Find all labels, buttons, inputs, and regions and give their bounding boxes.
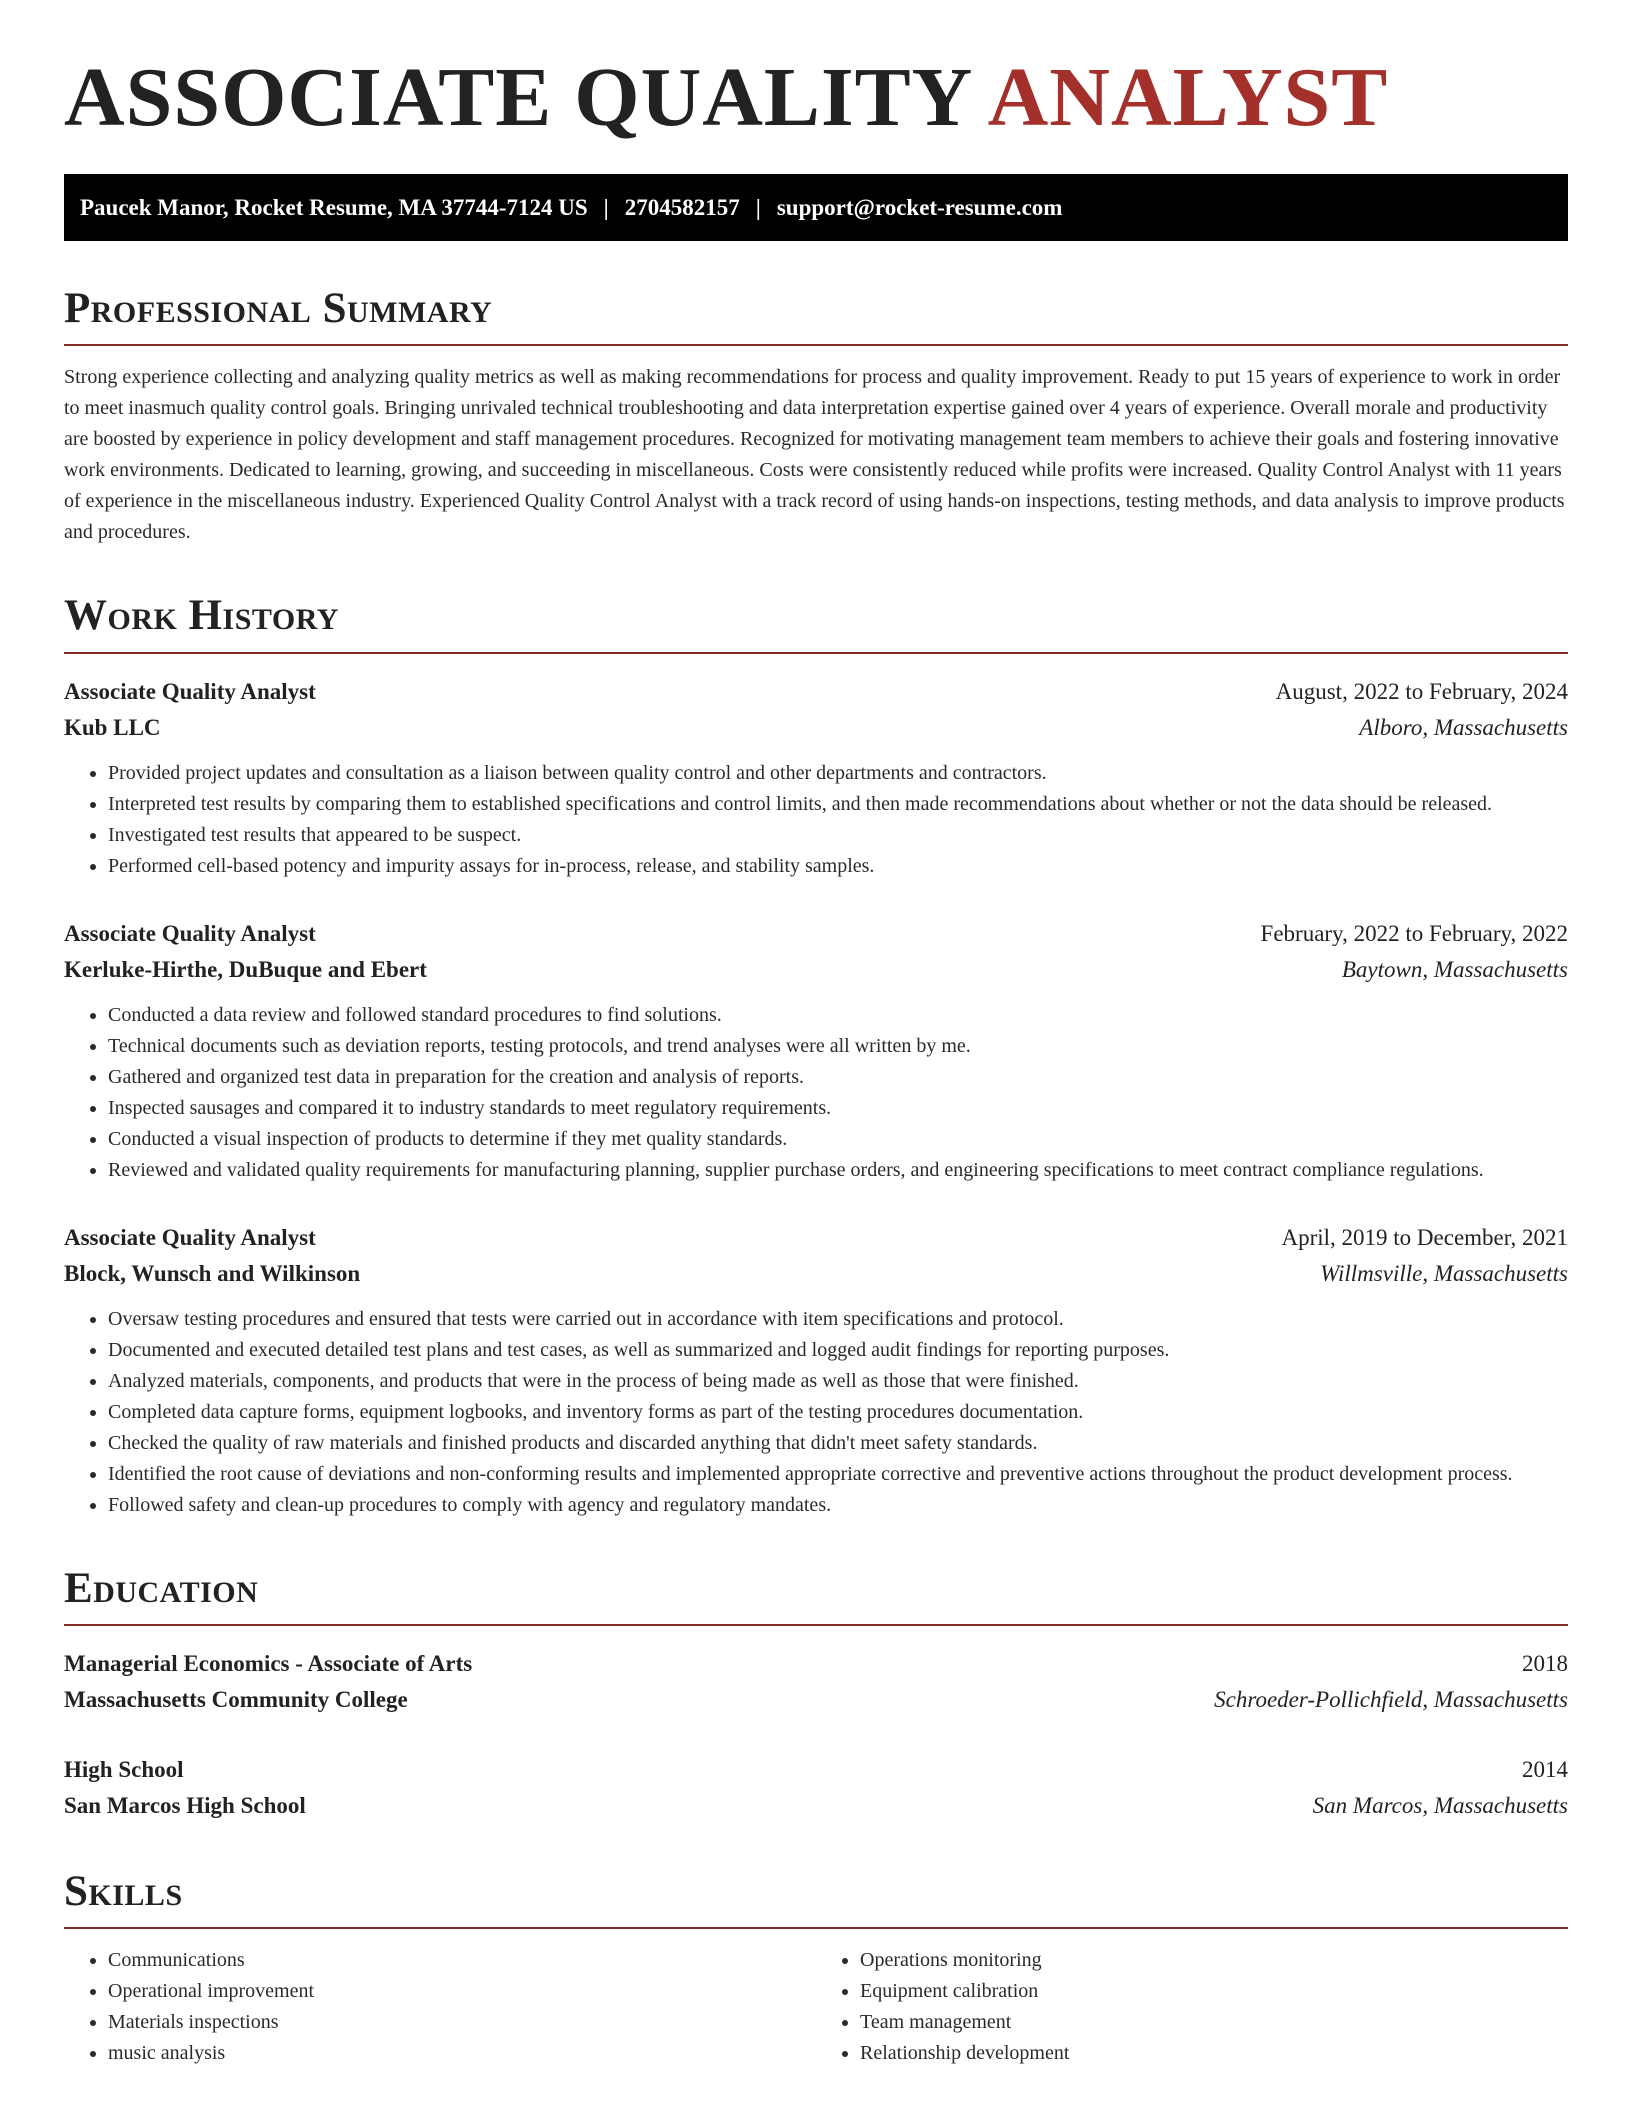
section-divider	[64, 1927, 1568, 1929]
skills-column-right	[816, 1945, 1568, 2069]
contact-email: support@rocket-resume.com	[776, 194, 1063, 220]
job-bullet: • Analyzed materials, components, and products that were in the process of being made as well as those that were finished.	[108, 1366, 1568, 1397]
education-location: San Marcos, Massachusetts	[1312, 1792, 1568, 1818]
section-divider	[64, 652, 1568, 654]
skill-item: • Materials inspections	[108, 2007, 816, 2038]
skill-item: • Operations monitoring	[860, 1945, 1568, 1976]
job-title: Associate Quality Analyst	[64, 1224, 316, 1250]
job-bullet: • Gathered and organized test data in preparation for the creation and analysis of reports.	[108, 1062, 1568, 1093]
job-bullet: • Investigated test results that appeared to be suspect.	[108, 820, 1568, 851]
job-bullet: • Provided project updates and consultation as a liaison between quality control and other departments and contractors.	[108, 758, 1568, 789]
job-location: Baytown, Massachusetts	[1341, 956, 1568, 982]
resume-title	[64, 51, 1568, 144]
job-bullets	[64, 1304, 1568, 1521]
job-company: Kerluke-Hirthe, DuBuque and Ebert	[64, 956, 427, 982]
job-bullet: • Checked the quality of raw materials and finished products and discarded anything that didn't meet safety standards.	[108, 1428, 1568, 1459]
job-location: Willmsville, Massachusetts	[1320, 1260, 1568, 1286]
job-entry	[64, 916, 1568, 1186]
job-bullet: • Identified the root cause of deviations and non-conforming results and implemented appropriate corrective and preventive actions throughout the product development process.	[108, 1459, 1568, 1490]
job-dates: February, 2022 to February, 2022	[1260, 920, 1568, 946]
education-school: San Marcos High School	[64, 1792, 306, 1818]
job-bullet: • Inspected sausages and compared it to industry standards to meet regulatory requirements.	[108, 1093, 1568, 1124]
contact-bar	[64, 174, 1568, 241]
education-location: Schroeder-Pollichfield, Massachusetts	[1214, 1686, 1568, 1712]
skills-heading: Skills	[64, 1867, 183, 1915]
skill-item: • Communications	[108, 1945, 816, 1976]
skill-item: • Team management	[860, 2007, 1568, 2038]
job-bullets	[64, 758, 1568, 882]
skill-item: • music analysis	[108, 2038, 816, 2069]
skill-item: • Equipment calibration	[860, 1976, 1568, 2007]
skill-item: • Relationship development	[860, 2038, 1568, 2069]
job-location: Alboro, Massachusetts	[1359, 714, 1568, 740]
section-divider	[64, 1624, 1568, 1626]
education-degree: Managerial Economics - Associate of Arts	[64, 1650, 473, 1676]
job-bullet: • Completed data capture forms, equipment logbooks, and inventory forms as part of the testing procedures documentation.	[108, 1397, 1568, 1428]
job-title: Associate Quality Analyst	[64, 920, 316, 946]
contact-address: Paucek Manor, Rocket Resume, MA 37744-7124 US	[80, 194, 588, 220]
job-dates: August, 2022 to February, 2024	[1275, 678, 1568, 704]
contact-separator: |	[755, 194, 761, 220]
job-bullet: • Performed cell-based potency and impurity assays for in-process, release, and stability samples.	[108, 851, 1568, 882]
job-bullet: • Followed safety and clean-up procedures to comply with agency and regulatory mandates.	[108, 1490, 1568, 1521]
education-heading: Education	[64, 1564, 259, 1612]
title-primary: ASSOCIATE QUALITY	[64, 51, 971, 144]
job-company: Kub LLC	[64, 714, 161, 740]
job-company: Block, Wunsch and Wilkinson	[64, 1260, 361, 1286]
job-entry	[64, 1220, 1568, 1521]
contact-separator: |	[603, 194, 609, 220]
education-entry	[64, 1752, 1568, 1824]
job-bullet: • Conducted a data review and followed standard procedures to find solutions.	[108, 1000, 1568, 1031]
job-bullet: • Conducted a visual inspection of products to determine if they met quality standards.	[108, 1124, 1568, 1155]
skills-column-left	[64, 1945, 816, 2069]
section-divider	[64, 344, 1568, 346]
education-entry	[64, 1646, 1568, 1718]
work-history-heading: Work History	[64, 592, 339, 640]
summary-text: Strong experience collecting and analyzing quality metrics as well as making recommendations for process and quality improvement. Ready to put 15 years of experience to work in order to meet inasmuch quality control goals. Bringing unrivaled technical troubleshooting and data interpretation expertise gained over 4 years of experience. Overall morale and productivity are boosted by experience in policy development and staff management procedures. Recognized for motivating management team members to achieve their goals and fostering innovative work environments. Dedicated to learning, growing, and succeeding in miscellaneous. Costs were consistently reduced while profits were increased. Quality Control Analyst with 11 years of experience in the miscellaneous industry. Experienced Quality Control Analyst with a track record of using hands-on inspections, testing methods, and data analysis to improve products and procedures.	[64, 366, 1565, 544]
education-school: Massachusetts Community College	[64, 1686, 408, 1712]
education-year: 2018	[1522, 1650, 1568, 1676]
job-bullet: • Documented and executed detailed test plans and test cases, as well as summarized and logged audit findings for reporting purposes.	[108, 1335, 1568, 1366]
job-bullet: • Interpreted test results by comparing them to established specifications and control limits, and then made recommendations about whether or not the data should be released.	[108, 789, 1568, 820]
job-title: Associate Quality Analyst	[64, 678, 316, 704]
job-bullet: • Reviewed and validated quality requirements for manufacturing planning, supplier purchase orders, and engineering specifications to meet contract compliance regulations.	[108, 1155, 1568, 1186]
skills-list	[64, 1945, 1568, 2069]
contact-phone: 2704582157	[624, 194, 740, 220]
job-bullets	[64, 1000, 1568, 1186]
job-dates: April, 2019 to December, 2021	[1281, 1224, 1568, 1250]
skill-item: • Operational improvement	[108, 1976, 816, 2007]
education-degree: High School	[64, 1756, 184, 1782]
job-bullet: • Technical documents such as deviation reports, testing protocols, and trend analyses were all written by me.	[108, 1031, 1568, 1062]
job-entry	[64, 674, 1568, 882]
title-accent: ANALYST	[987, 51, 1389, 144]
job-bullet: • Oversaw testing procedures and ensured that tests were carried out in accordance with item specifications and protocol.	[108, 1304, 1568, 1335]
summary-heading: Professional Summary	[64, 285, 493, 332]
education-year: 2014	[1522, 1756, 1568, 1782]
